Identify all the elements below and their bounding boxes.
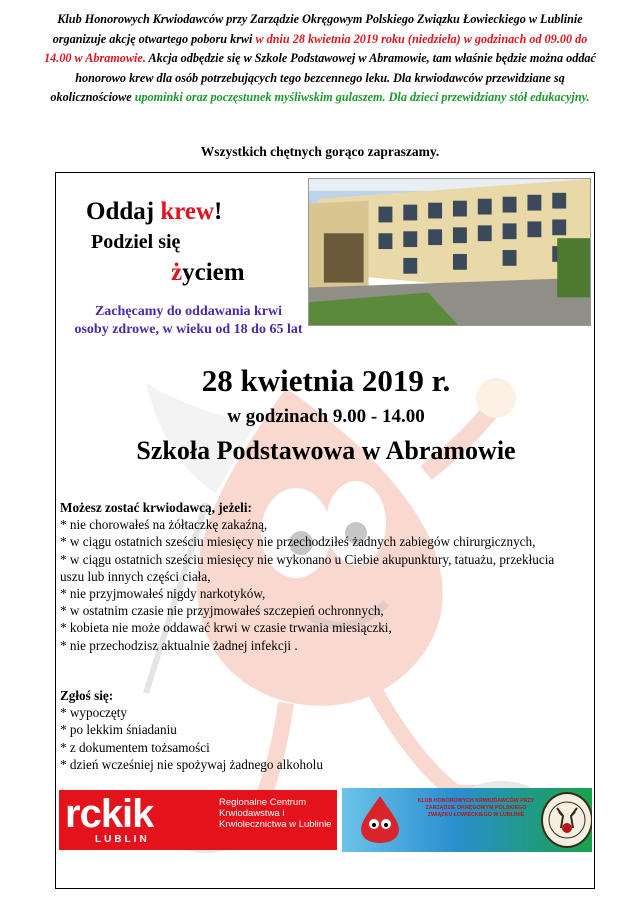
- intro-text: Klub Honorowych Krwiodawców przy Zarządzie Okręgowym Polskiego Związku Łowieckiego w Lublinie organizuje akcję otwartego poboru krwi: [52, 12, 583, 46]
- encourage-line-2: osoby zdrowe, w wieku od 18 do 65 lat: [74, 322, 303, 337]
- rckik-logo: [59, 790, 337, 850]
- school-building-photo: [308, 178, 591, 326]
- intro-gifts-highlight: upominki oraz poczęstunek myśliwskim gulaszem. Dla dzieci przewidziany stół edukacyjny.: [134, 90, 590, 104]
- condition-item: * nie przyjmowałeś nigdy narkotyków,: [60, 586, 266, 602]
- invitation-closing: Wszystkich chętnych gorąco zapraszamy.: [200, 144, 440, 159]
- slogan-life-rest: yciem: [182, 259, 245, 286]
- report-heading: Zgłoś się:: [60, 688, 114, 703]
- event-date: 28 kwietnia 2019 r.: [201, 363, 451, 398]
- slogan-give-blood: [86, 198, 222, 226]
- condition-item: * kobieta nie może oddawać krwi w czasie trwania miesiączki,: [60, 620, 392, 636]
- report-item: * po lekkim śniadaniu: [60, 722, 177, 738]
- rckik-mark: rckik: [65, 792, 154, 836]
- slogan-word-krew: krew: [160, 198, 215, 225]
- report-item: * z dokumentem tożsamości: [60, 739, 210, 755]
- encourage-text: [66, 303, 311, 339]
- condition-item: * nie przechodzisz aktualnie żadnej infekcji .: [60, 637, 298, 653]
- donor-conditions: [60, 499, 580, 654]
- condition-item: * w ciągu ostatnich sześciu miesięcy nie przechodziłeś żadnych zabiegów chirurgicznych,: [60, 534, 536, 550]
- hunting-association-seal: [541, 792, 592, 848]
- club-logo-text: KLUB HONOROWYCH KRWIODAWCÓW PRZY ZARZĄDZIE OKRĘGOWYM POLSKIEGO ZWIĄZKU ŁOWIECKIEGO W LUBLINIE: [417, 798, 535, 818]
- deer-antlers-icon: [543, 794, 591, 846]
- condition-item: * w ciągu ostatnich sześciu miesięcy nie wykonano u Ciebie akupunktury, tatuażu, przekłucia uszu lub innych części ciała,: [60, 551, 555, 584]
- slogan-share: Podziel się: [91, 231, 181, 253]
- intro-text-2: Akcja odbędzie się w Szkole Podstawowej w Abramowie, tam właśnie będzie można oddać honorowo krew dla osób potrzebujących tego bezcennego leku. Dla krwiodawców przewidziane są okolicznościowe: [50, 51, 596, 104]
- slogan-life-initial: ż: [171, 259, 183, 286]
- slogan-life: [171, 259, 245, 287]
- report-requirements: [60, 687, 580, 773]
- event-hours: w godzinach 9.00 - 14.00: [227, 406, 425, 427]
- report-item: * wypoczęty: [60, 705, 128, 721]
- slogan-word-oddaj: Oddaj: [86, 198, 161, 225]
- intro-paragraph: [40, 10, 600, 108]
- slogan-exclamation: !: [214, 198, 223, 225]
- encourage-line-1: Zachęcamy do oddawania krwi: [94, 304, 283, 319]
- condition-item: * nie chorowałeś na żółtaczkę zakaźną,: [60, 517, 268, 533]
- event-venue: Szkoła Podstawowa w Abramowie: [136, 436, 516, 465]
- conditions-heading: Możesz zostać krwiodawcą, jeżeli:: [60, 500, 252, 515]
- intro-date-highlight: w dniu 28 kwietnia 2019 roku (niedziela) w godzinach od 09.00 do 14.00 w Abramowie.: [44, 31, 588, 65]
- poster: [55, 172, 595, 889]
- report-item: * dzień wcześniej nie spożywaj żadnego alkoholu: [60, 756, 323, 772]
- rckik-org-name: Regionalne Centrum Krwiodawstwa i Krwiolecznictwa w Lublinie: [219, 797, 332, 830]
- rckik-city: LUBLIN: [95, 834, 150, 845]
- condition-item: * w ostatnim czasie nie przyjmowałeś szczepień ochronnych,: [60, 603, 384, 619]
- club-logo: [342, 788, 592, 852]
- blood-drop-icon: [350, 794, 410, 848]
